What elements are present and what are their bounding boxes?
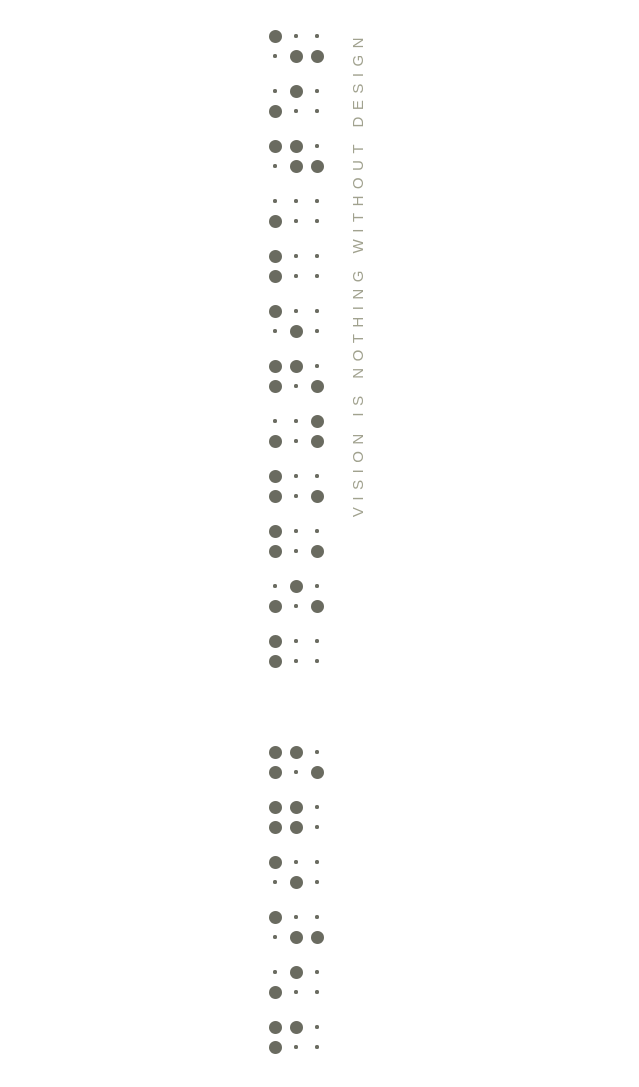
braille-dot-small — [315, 825, 319, 829]
braille-dot-small — [294, 1045, 298, 1049]
braille-dot-small — [294, 990, 298, 994]
braille-dot-small — [315, 639, 319, 643]
braille-dot-small — [294, 494, 298, 498]
braille-dot-large — [269, 766, 282, 779]
braille-dot-small — [315, 34, 319, 38]
braille-dot-small — [315, 199, 319, 203]
braille-dot-large — [269, 380, 282, 393]
braille-dot-large — [311, 600, 324, 613]
braille-dot-small — [294, 639, 298, 643]
braille-dot-small — [273, 329, 277, 333]
braille-dot-small — [294, 439, 298, 443]
braille-dot-small — [294, 254, 298, 258]
braille-dot-small — [315, 274, 319, 278]
braille-dot-large — [269, 1021, 282, 1034]
braille-dot-small — [273, 584, 277, 588]
braille-dot-large — [290, 50, 303, 63]
braille-dot-small — [315, 144, 319, 148]
braille-dot-large — [290, 580, 303, 593]
braille-dot-small — [273, 880, 277, 884]
braille-dot-large — [269, 821, 282, 834]
braille-dot-small — [294, 274, 298, 278]
braille-dot-small — [315, 990, 319, 994]
braille-dot-large — [269, 360, 282, 373]
braille-dot-small — [273, 54, 277, 58]
braille-dot-large — [290, 160, 303, 173]
braille-dot-small — [315, 329, 319, 333]
braille-dot-small — [294, 309, 298, 313]
braille-dot-small — [294, 659, 298, 663]
braille-dot-small — [315, 219, 319, 223]
braille-dot-small — [294, 109, 298, 113]
braille-dot-small — [315, 1025, 319, 1029]
braille-dot-small — [315, 659, 319, 663]
braille-dot-large — [269, 801, 282, 814]
braille-dot-large — [290, 821, 303, 834]
braille-dot-large — [269, 105, 282, 118]
braille-dot-small — [273, 89, 277, 93]
braille-dot-small — [294, 474, 298, 478]
braille-dot-small — [273, 419, 277, 423]
braille-dot-large — [269, 986, 282, 999]
braille-dot-large — [311, 435, 324, 448]
braille-dot-small — [294, 770, 298, 774]
braille-dot-large — [269, 600, 282, 613]
braille-dot-small — [294, 860, 298, 864]
braille-dot-small — [315, 89, 319, 93]
braille-dot-large — [290, 931, 303, 944]
braille-dot-small — [315, 750, 319, 754]
braille-dot-large — [269, 250, 282, 263]
braille-dot-small — [315, 860, 319, 864]
braille-dot-large — [290, 966, 303, 979]
braille-dot-small — [294, 384, 298, 388]
braille-dot-small — [315, 364, 319, 368]
braille-dot-large — [269, 856, 282, 869]
braille-dot-large — [269, 215, 282, 228]
braille-dot-large — [290, 140, 303, 153]
braille-dot-small — [315, 1045, 319, 1049]
braille-dot-large — [269, 435, 282, 448]
braille-dot-large — [290, 801, 303, 814]
braille-dot-small — [273, 935, 277, 939]
braille-dot-large — [269, 470, 282, 483]
braille-dot-large — [311, 931, 324, 944]
braille-dot-large — [269, 30, 282, 43]
braille-dot-large — [311, 415, 324, 428]
braille-dot-small — [315, 254, 319, 258]
braille-dot-large — [269, 490, 282, 503]
braille-dot-large — [311, 490, 324, 503]
braille-dot-small — [273, 199, 277, 203]
braille-dot-large — [290, 876, 303, 889]
braille-dot-large — [290, 1021, 303, 1034]
braille-dot-large — [290, 746, 303, 759]
braille-dot-small — [294, 915, 298, 919]
braille-dot-large — [269, 911, 282, 924]
braille-dot-large — [269, 545, 282, 558]
braille-dot-small — [315, 970, 319, 974]
braille-dot-small — [315, 805, 319, 809]
braille-dot-large — [269, 1041, 282, 1054]
braille-dot-large — [290, 360, 303, 373]
braille-dot-small — [294, 199, 298, 203]
braille-dot-large — [269, 270, 282, 283]
braille-dot-small — [315, 529, 319, 533]
braille-dot-small — [294, 529, 298, 533]
braille-dot-large — [269, 305, 282, 318]
braille-dot-small — [294, 34, 298, 38]
braille-dot-small — [294, 549, 298, 553]
braille-dot-small — [315, 474, 319, 478]
braille-dot-small — [273, 164, 277, 168]
braille-dot-large — [269, 746, 282, 759]
braille-dot-large — [311, 545, 324, 558]
braille-dot-large — [311, 766, 324, 779]
tagline-text: VISION IS NOTHING WITHOUT DESIGN — [350, 30, 367, 517]
braille-dot-small — [294, 219, 298, 223]
braille-dot-large — [311, 380, 324, 393]
braille-dot-small — [315, 880, 319, 884]
braille-dot-small — [315, 309, 319, 313]
braille-dot-small — [294, 419, 298, 423]
braille-dot-small — [315, 584, 319, 588]
braille-dot-large — [290, 325, 303, 338]
braille-dot-small — [294, 604, 298, 608]
braille-dot-large — [269, 655, 282, 668]
braille-dot-large — [311, 160, 324, 173]
braille-dot-small — [315, 109, 319, 113]
braille-dot-large — [269, 635, 282, 648]
braille-dot-large — [290, 85, 303, 98]
braille-dot-large — [269, 140, 282, 153]
braille-dot-large — [269, 525, 282, 538]
braille-dot-small — [273, 970, 277, 974]
braille-dot-small — [315, 915, 319, 919]
braille-dot-large — [311, 50, 324, 63]
